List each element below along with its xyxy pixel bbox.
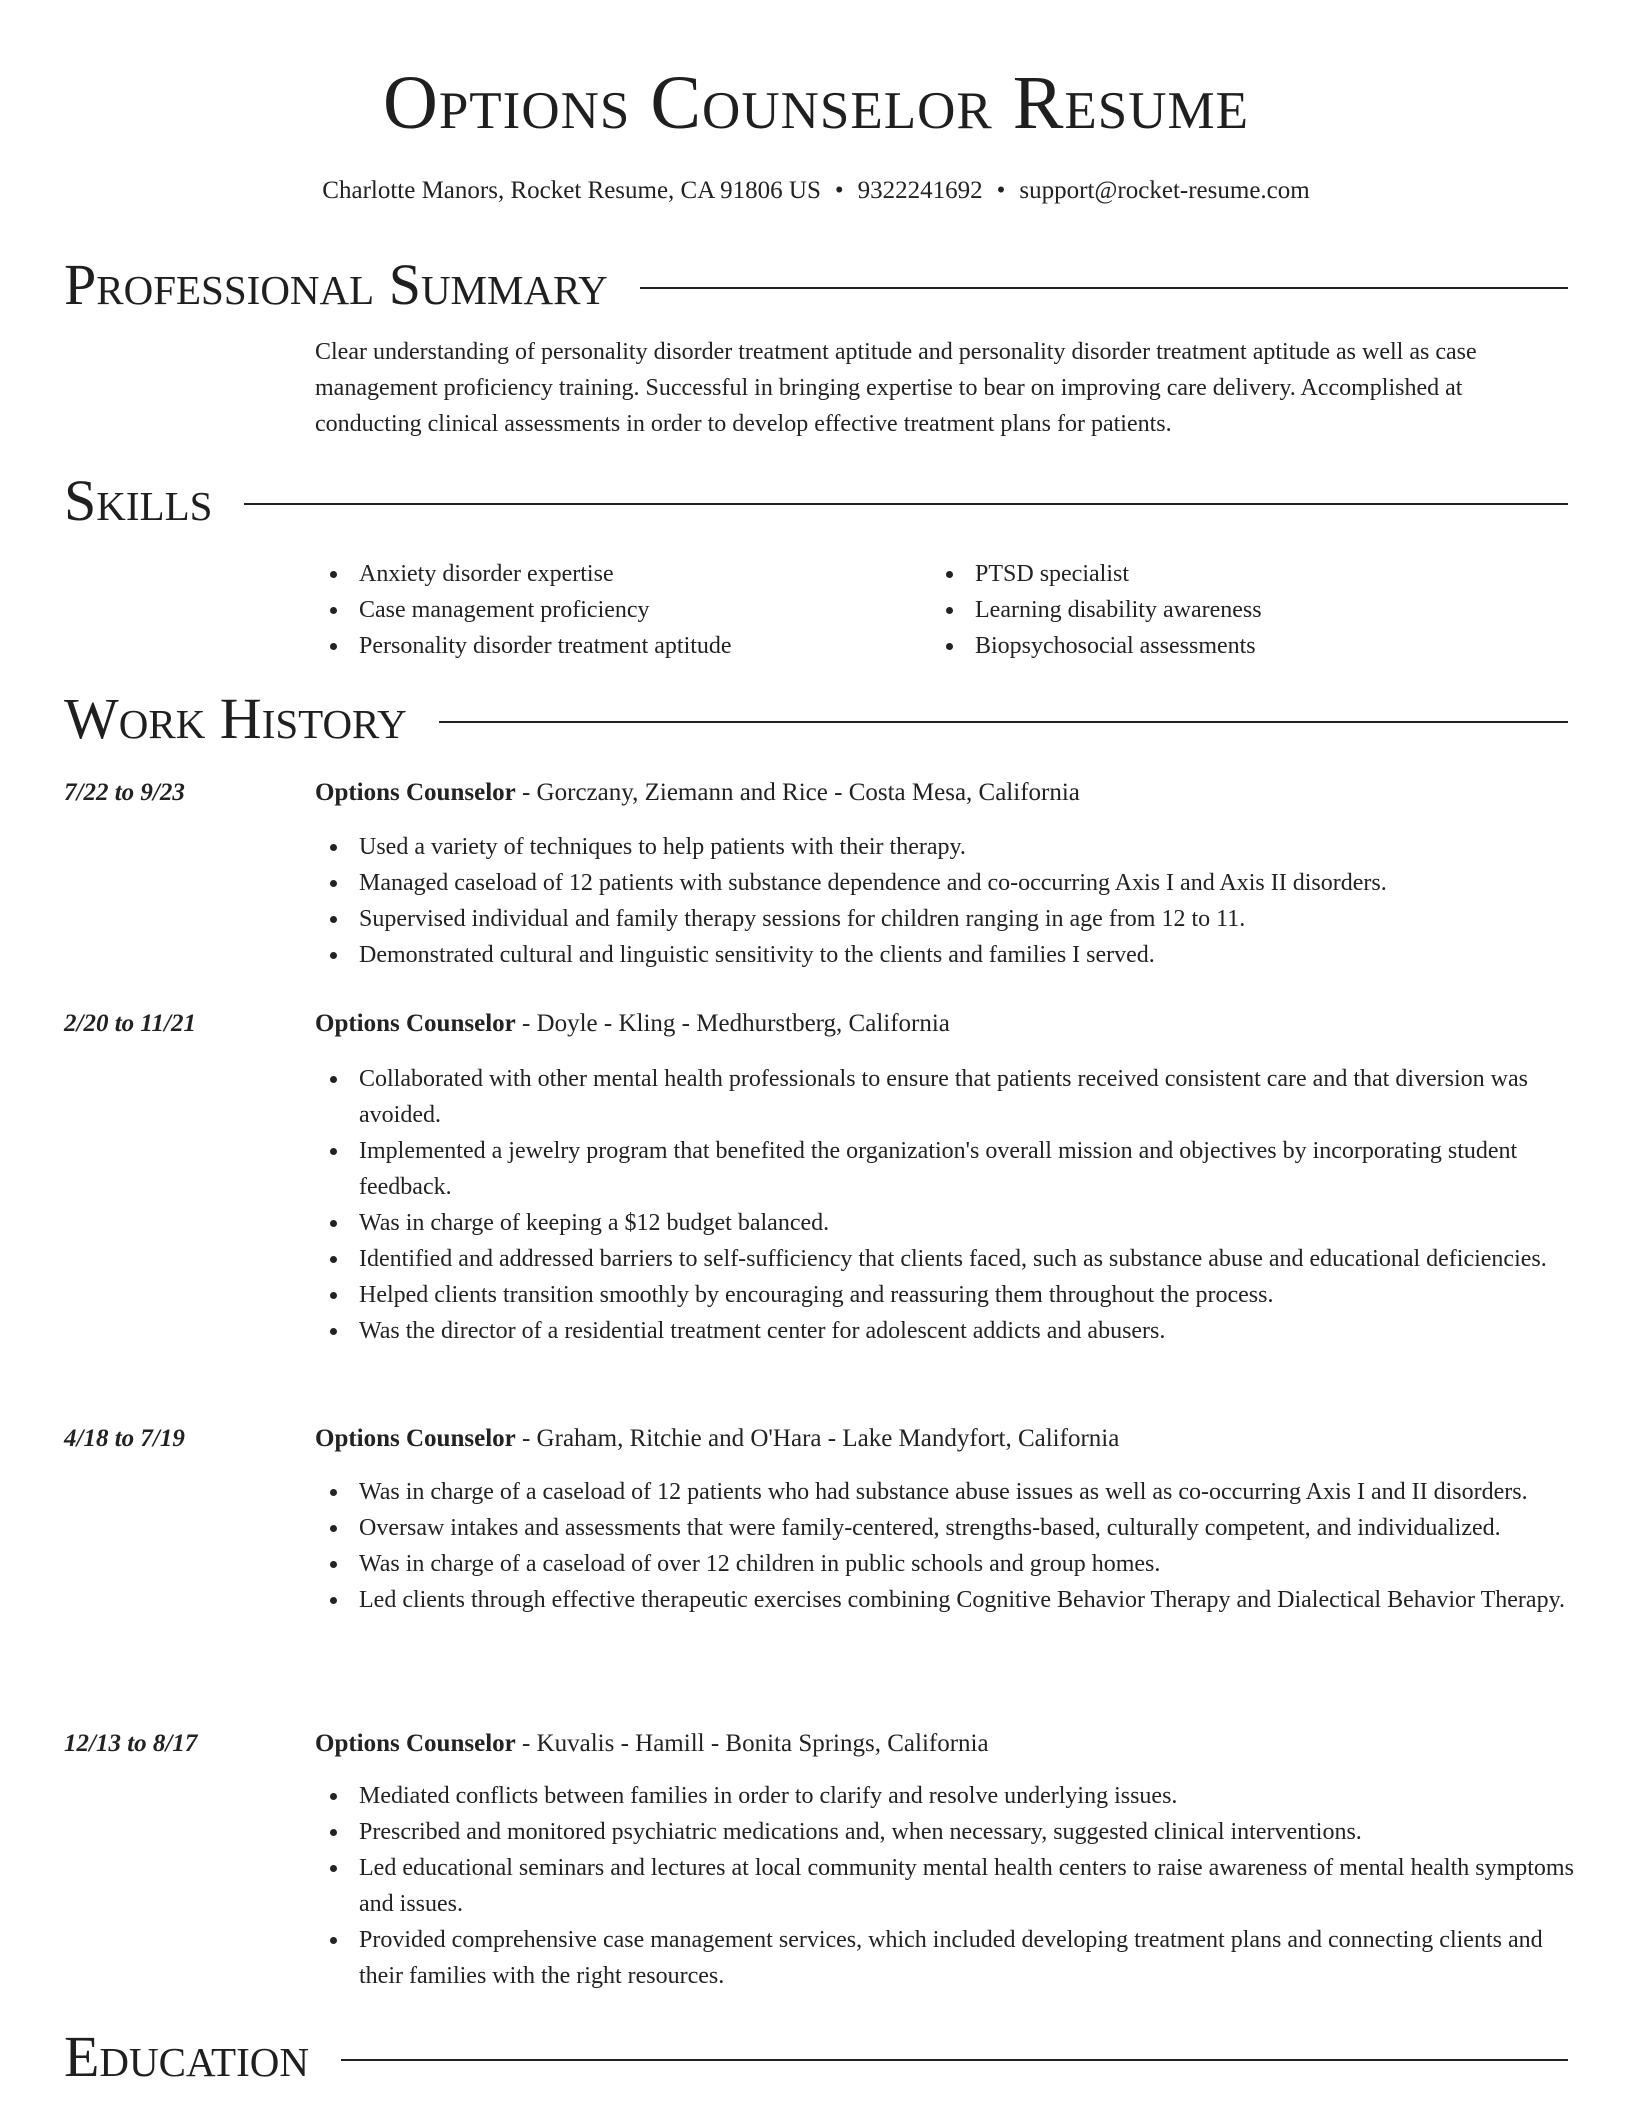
- job-heading: [315, 1006, 1565, 1042]
- job-dates: 7/22 to 9/23: [64, 779, 185, 806]
- skill-item: Case management proficiency: [315, 592, 915, 628]
- job-bullet: Implemented a jewelry program that benefited the organization's overall mission and objectives by incorporating student feedback.: [315, 1133, 1575, 1205]
- contact-address: Charlotte Manors, Rocket Resume, CA 91806 US: [322, 177, 821, 204]
- job-bullet: Supervised individual and family therapy sessions for children ranging in age from 12 to 11.: [315, 901, 1575, 937]
- contact-phone: 9322241692: [857, 177, 983, 204]
- skills-section-header: [64, 466, 1568, 536]
- job-bullet: Helped clients transition smoothly by encouraging and reassuring them throughout the process.: [315, 1277, 1575, 1313]
- skill-item: PTSD specialist: [931, 556, 1531, 592]
- skills-left-column: [315, 556, 915, 664]
- skill-item: Biopsychosocial assessments: [931, 628, 1531, 664]
- job-role: Options Counselor: [315, 1425, 516, 1452]
- job-employer: - Kuvalis - Hamill - Bonita Springs, California: [515, 1730, 989, 1757]
- skill-item: Anxiety disorder expertise: [315, 556, 915, 592]
- job-bullet: Oversaw intakes and assessments that were family-centered, strengths-based, culturally competent, and individualized.: [315, 1510, 1575, 1546]
- job-bullet: Demonstrated cultural and linguistic sensitivity to the clients and families I served.: [315, 937, 1575, 973]
- job-bullet: Was in charge of a caseload of over 12 children in public schools and group homes.: [315, 1546, 1575, 1582]
- resume-title: Options Counselor Resume: [382, 61, 1250, 145]
- section-divider: [244, 503, 1568, 505]
- job-employer: - Graham, Ritchie and O'Hara - Lake Mandyfort, California: [515, 1425, 1120, 1452]
- job-role: Options Counselor: [315, 1730, 516, 1757]
- job-dates: 12/13 to 8/17: [64, 1730, 198, 1757]
- skills-right-column: [931, 556, 1531, 664]
- job-bullet: Managed caseload of 12 patients with substance dependence and co-occurring Axis I and Axis II disorders.: [315, 865, 1575, 901]
- job-bullet: Led educational seminars and lectures at local community mental health centers to raise awareness of mental health symptoms and issues.: [315, 1850, 1575, 1922]
- section-divider: [341, 2059, 1568, 2061]
- job-dates: 4/18 to 7/19: [64, 1425, 185, 1452]
- job-bullet-list: [315, 1778, 1575, 1994]
- job-bullet-list: [315, 1474, 1575, 1618]
- job-bullet: Prescribed and monitored psychiatric medications and, when necessary, suggested clinical interventions.: [315, 1814, 1575, 1850]
- summary-section-header: [64, 250, 1568, 320]
- job-employer: - Doyle - Kling - Medhurstberg, California: [515, 1010, 950, 1037]
- skill-item: Personality disorder treatment aptitude: [315, 628, 915, 664]
- job-bullet: Identified and addressed barriers to self-sufficiency that clients faced, such as substance abuse and educational deficiencies.: [315, 1241, 1575, 1277]
- summary-heading: Professional Summary: [64, 252, 608, 317]
- work-heading: Work History: [64, 686, 407, 751]
- contact-line: [0, 174, 1632, 208]
- summary-text: Clear understanding of personality disorder treatment aptitude and personality disorder treatment aptitude as well as case management proficiency training. Successful in bringing expertise to bear on improving care delivery. Accomplished at conducting clinical assessments in order to develop effective treatment plans for patients.: [315, 339, 1477, 437]
- job-role: Options Counselor: [315, 1010, 516, 1037]
- job-role: Options Counselor: [315, 779, 516, 806]
- skills-heading: Skills: [64, 468, 213, 533]
- job-dates: 2/20 to 11/21: [64, 1010, 196, 1037]
- contact-separator: •: [996, 177, 1006, 204]
- education-heading: Education: [64, 2024, 309, 2089]
- contact-email[interactable]: support@rocket-resume.com: [1019, 177, 1310, 204]
- contact-separator: •: [834, 177, 844, 204]
- job-bullet: Was in charge of a caseload of 12 patients who had substance abuse issues as well as co-occurring Axis I and II disorders.: [315, 1474, 1575, 1510]
- job-bullet: Led clients through effective therapeutic exercises combining Cognitive Behavior Therapy and Dialectical Behavior Therapy.: [315, 1582, 1575, 1618]
- work-section-header: [64, 684, 1568, 754]
- section-divider: [439, 721, 1568, 723]
- job-bullet: Provided comprehensive case management services, which included developing treatment plans and connecting clients and their families with the right resources.: [315, 1922, 1575, 1994]
- job-bullet: Mediated conflicts between families in order to clarify and resolve underlying issues.: [315, 1778, 1575, 1814]
- job-heading: [315, 1421, 1565, 1457]
- job-bullet-list: [315, 1061, 1575, 1349]
- education-section-header: [64, 2022, 1568, 2092]
- job-employer: - Gorczany, Ziemann and Rice - Costa Mesa, California: [515, 779, 1080, 806]
- skill-item: Learning disability awareness: [931, 592, 1531, 628]
- job-bullet: Used a variety of techniques to help patients with their therapy.: [315, 829, 1575, 865]
- job-bullet: Collaborated with other mental health professionals to ensure that patients received consistent care and that diversion was avoided.: [315, 1061, 1575, 1133]
- job-bullet-list: [315, 829, 1575, 973]
- section-divider: [640, 287, 1568, 289]
- job-heading: [315, 1726, 1565, 1762]
- job-bullet: Was the director of a residential treatment center for adolescent addicts and abusers.: [315, 1313, 1575, 1349]
- job-bullet: Was in charge of keeping a $12 budget balanced.: [315, 1205, 1575, 1241]
- job-heading: [315, 775, 1565, 811]
